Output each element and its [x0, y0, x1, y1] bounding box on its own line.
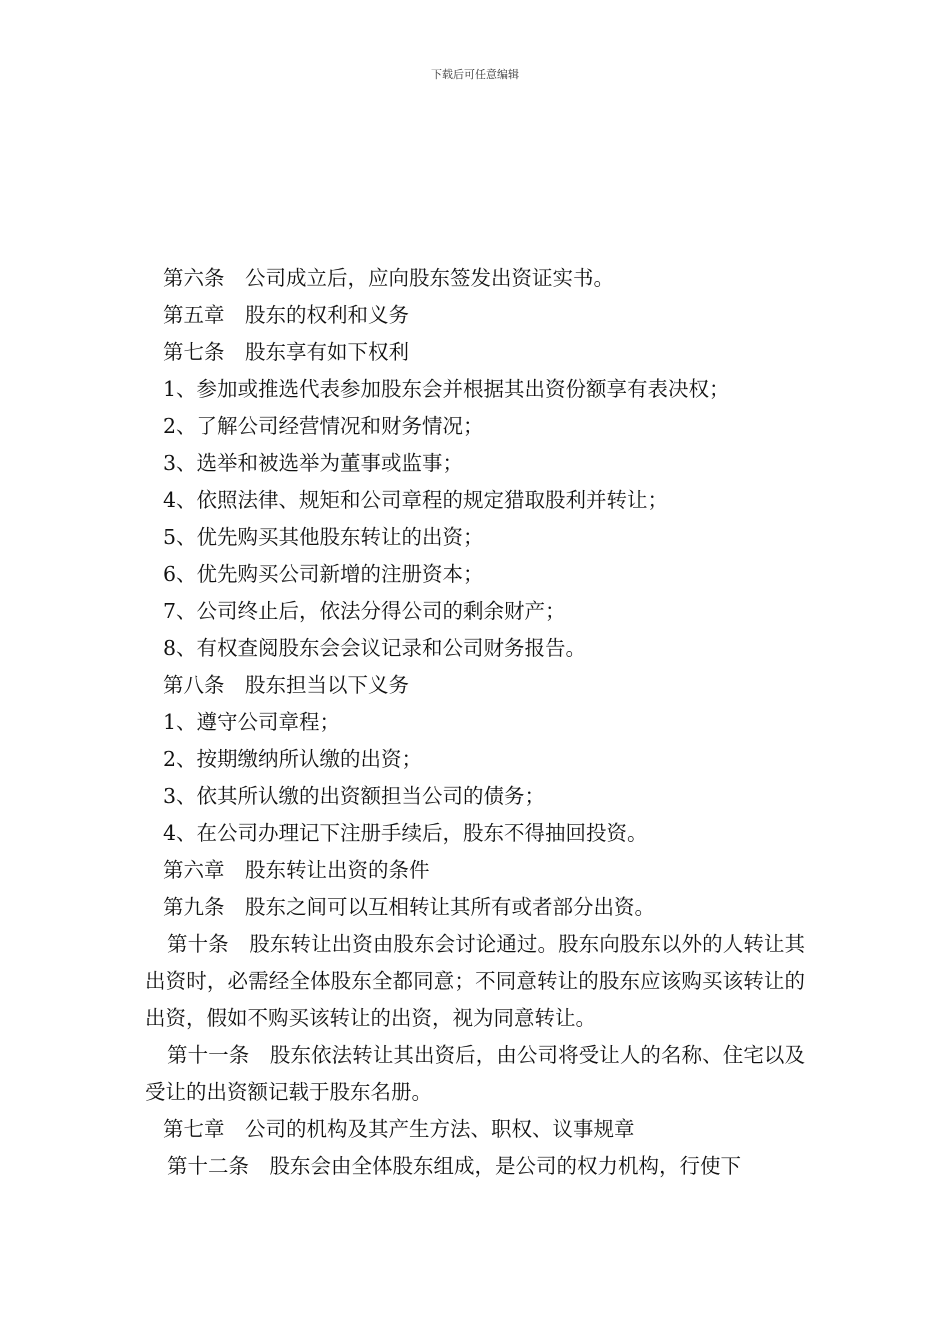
article-9-line: 第九条 股东之间可以互相转让其所有或者部分出资。 [163, 895, 655, 919]
list-item: 5、优先购买其他股东转让的出资； [163, 525, 484, 549]
article-7-line: 第七条 股东享有如下权利 [163, 340, 409, 364]
chapter-5-heading: 第五章 股东的权利和义务 [163, 303, 409, 327]
list-item: 4、在公司办理记下注册手续后，股东不得抽回投资。 [163, 821, 648, 845]
list-item: 3、选举和被选举为董事或监事； [163, 451, 464, 475]
article-6-line: 第六条 公司成立后，应向股东签发出资证实书。 [163, 266, 614, 290]
list-item: 3、依其所认缴的出资额担当公司的债务； [163, 784, 546, 808]
article-10-paragraph: 第十条 股东转让出资由股东会讨论通过。股东向股东以外的人转让其出资时，必需经全体股东全都同意；不同意转让的股东应该购买该转让的出资，假如不购买该转让的出资，视为同意转让。 [145, 932, 805, 1030]
list-item: 7、公司终止后，依法分得公司的剩余财产； [163, 599, 566, 623]
list-item: 2、了解公司经营情况和财务情况； [163, 414, 484, 438]
list-item: 4、依照法律、规矩和公司章程的规定猎取股利并转让； [163, 488, 669, 512]
list-item: 1、参加或推选代表参加股东会并根据其出资份额享有表决权； [163, 377, 730, 401]
list-item: 6、优先购买公司新增的注册资本； [163, 562, 484, 586]
list-item: 1、遵守公司章程； [163, 710, 341, 734]
page-header: 下载后可任意编辑 [431, 68, 519, 81]
list-item: 2、按期缴纳所认缴的出资； [163, 747, 423, 771]
article-8-line: 第八条 股东担当以下义务 [163, 673, 409, 697]
list-item: 8、有权查阅股东会会议记录和公司财务报告。 [163, 636, 587, 660]
chapter-6-heading: 第六章 股东转让出资的条件 [163, 858, 430, 882]
article-11-paragraph: 第十一条 股东依法转让其出资后，由公司将受让人的名称、住宅以及受让的出资额记载于股东名册。 [145, 1043, 805, 1104]
article-12-paragraph: 第十二条 股东会由全体股东组成，是公司的权力机构，行使下 [167, 1154, 741, 1178]
chapter-7-heading: 第七章 公司的机构及其产生方法、职权、议事规章 [163, 1117, 635, 1141]
